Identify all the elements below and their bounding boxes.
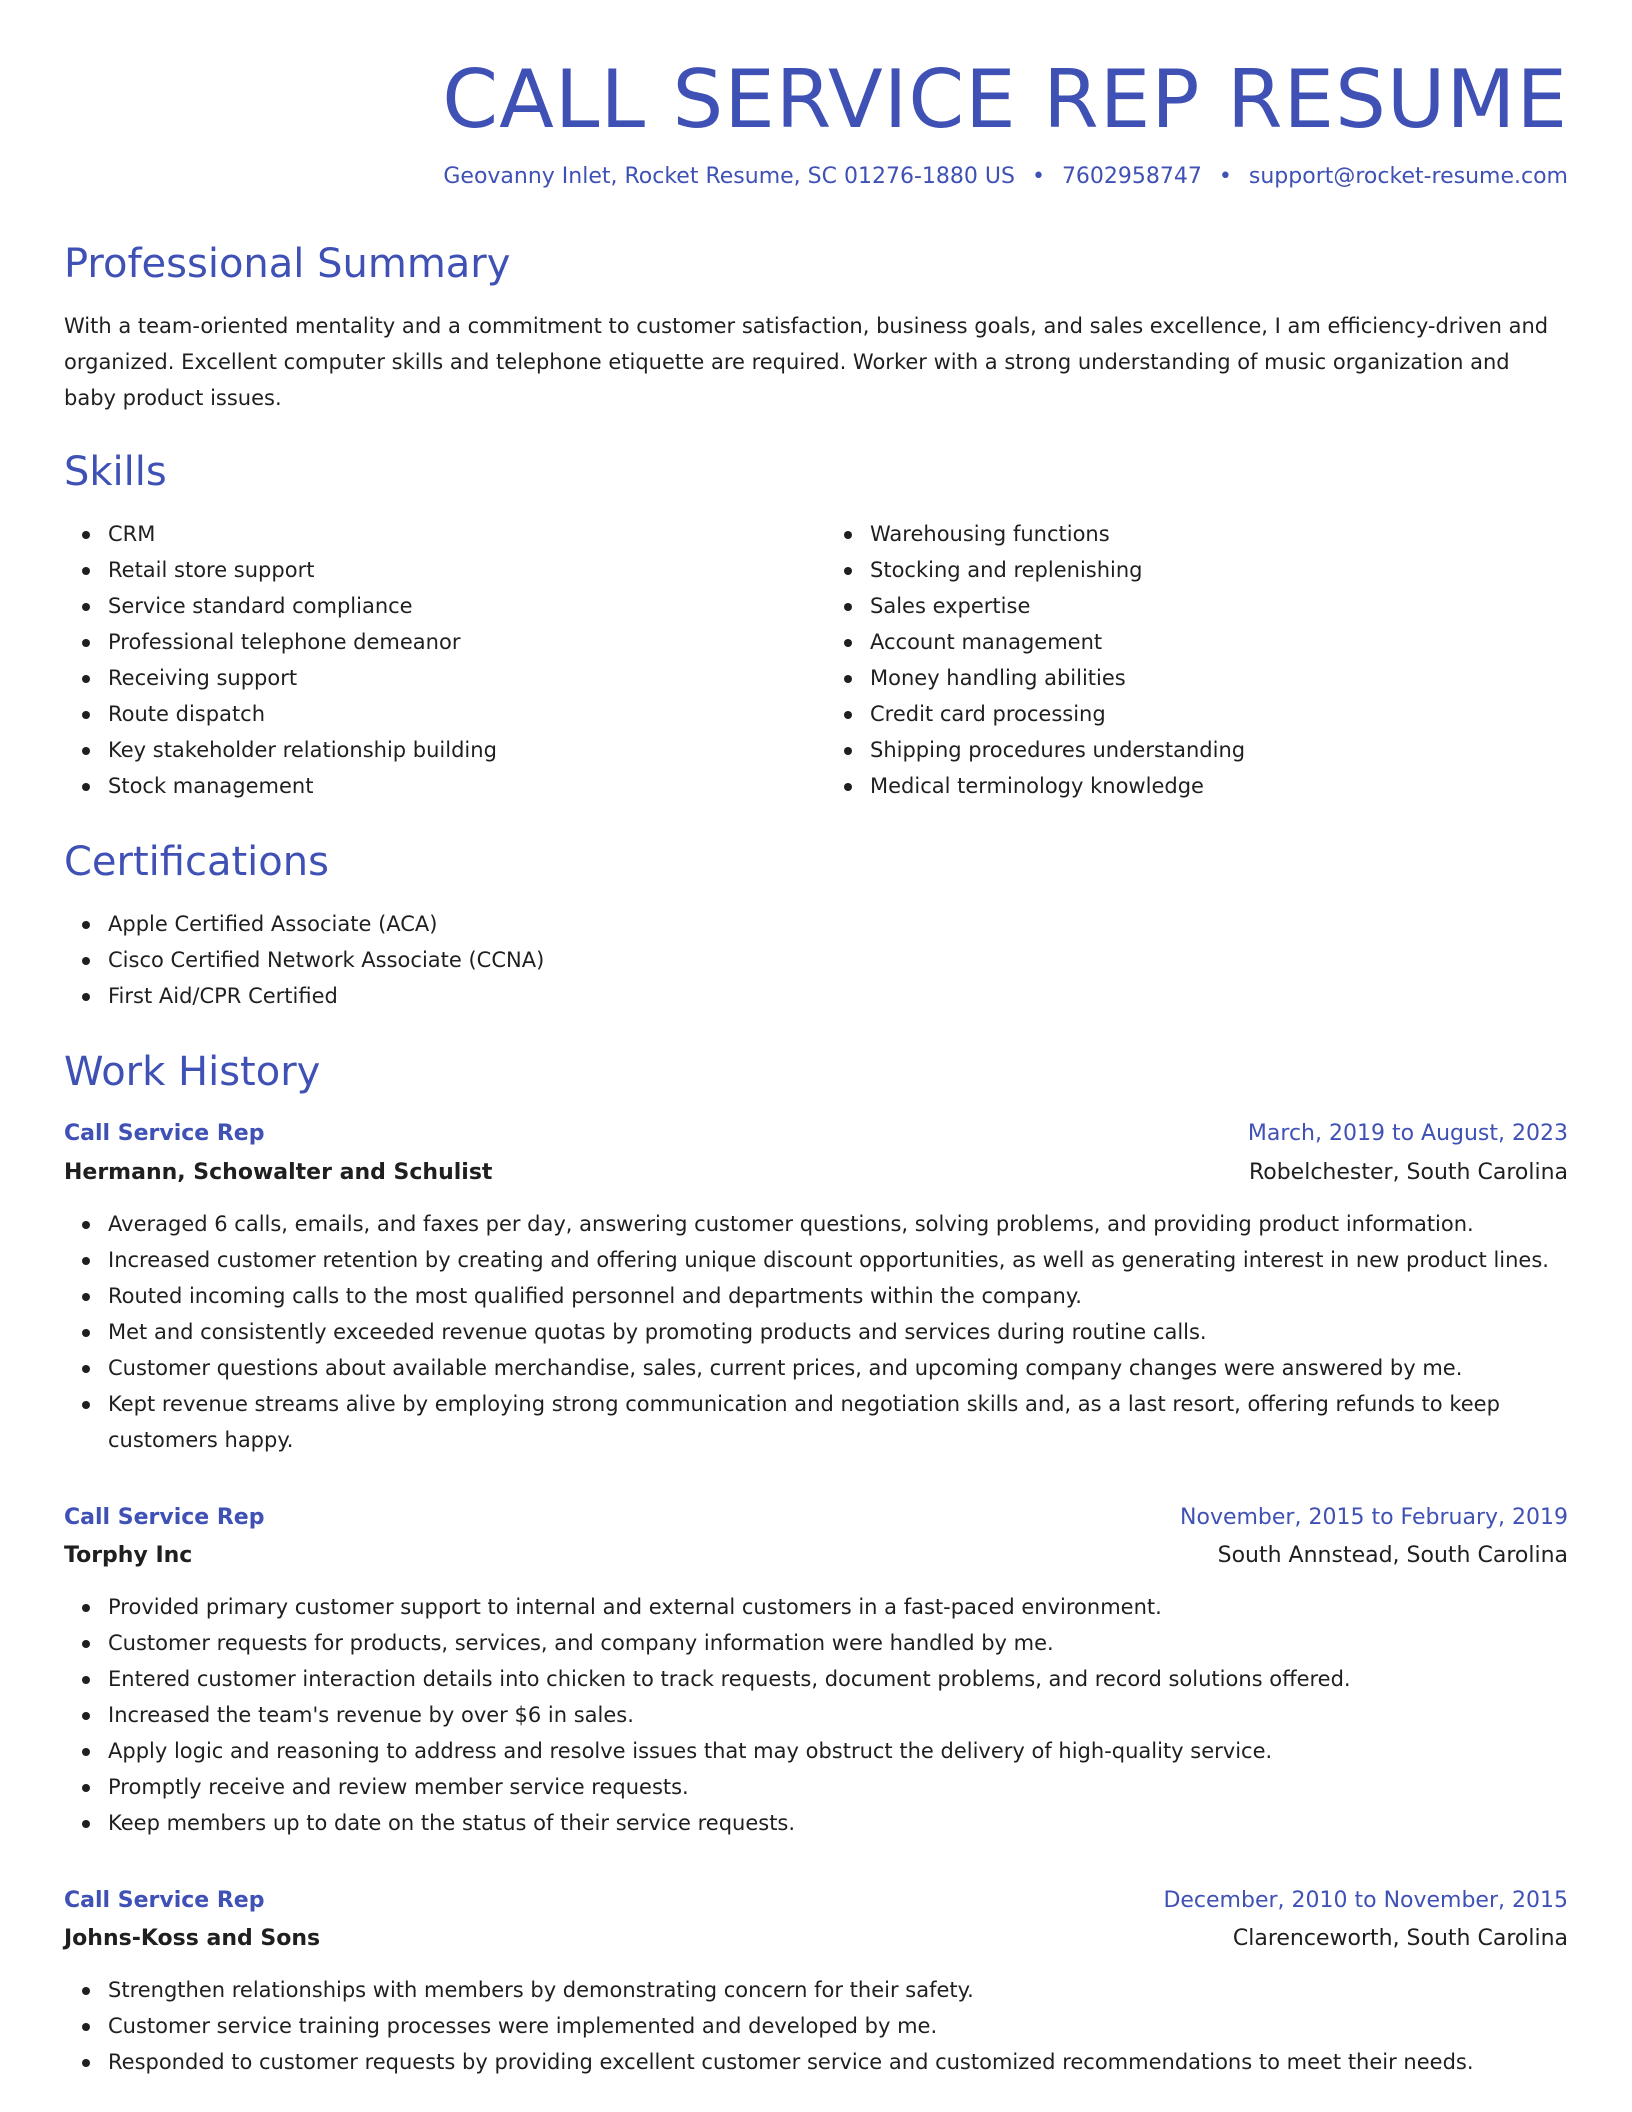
summary-text: With a team-oriented mentality and a commitment to customer satisfaction, business goals, and sales excellence, I am efficiency-driven and organized. Excellent computer skills and telephone etiquette are required. Worker with a strong understanding of music organization and baby product issues. — [64, 314, 1549, 411]
skill-item: Receiving support — [108, 660, 806, 696]
skill-item: Route dispatch — [108, 696, 806, 732]
certification-item: Apple Certified Associate (ACA) — [108, 906, 1568, 942]
job-title: Call Service Rep — [64, 1121, 265, 1147]
contact-phone: 7602958747 — [1061, 164, 1202, 189]
job-duty: Customer requests for products, services, and company information were handled by me. — [108, 1625, 1568, 1661]
job-duty: Customer questions about available merchandise, sales, current prices, and upcoming company changes were answered by me. — [108, 1350, 1568, 1386]
job-duty: Responded to customer requests by providing excellent customer service and customized recommendations to meet their needs. — [108, 2044, 1568, 2080]
certification-item: Cisco Certified Network Associate (CCNA) — [108, 942, 1568, 978]
job-duty: Met and consistently exceeded revenue quotas by promoting products and services during routine calls. — [108, 1314, 1568, 1350]
contact-separator: • — [1031, 164, 1045, 189]
job-title-row — [64, 1504, 1568, 1533]
skill-item: Key stakeholder relationship building — [108, 732, 806, 768]
resume-page — [64, 0, 1568, 2080]
job-company-row — [64, 1532, 1568, 1571]
job-duty: Apply logic and reasoning to address and resolve issues that may obstruct the delivery of high-quality service. — [108, 1733, 1568, 1769]
summary-heading: Professional Summary — [64, 241, 511, 288]
skill-item: Retail store support — [108, 552, 806, 588]
job-duties-list — [64, 1972, 1568, 2080]
job-company-row — [64, 1149, 1568, 1188]
job-title-row — [64, 1887, 1568, 1916]
job-location: Clarenceworth, South Carolina — [1232, 1926, 1568, 1952]
job-company-row — [64, 1915, 1568, 1954]
job-location: Robelchester, South Carolina — [1248, 1159, 1568, 1185]
job-duty: Customer service training processes were implemented and developed by me. — [108, 2008, 1568, 2044]
skills-grid — [64, 516, 1568, 804]
job-duty: Increased the team's revenue by over $6 in sales. — [108, 1697, 1568, 1733]
contact-email: support@rocket-resume.com — [1248, 164, 1568, 189]
skill-item: Sales expertise — [870, 588, 1568, 624]
contact-separator: • — [1218, 164, 1232, 189]
job-dates: March, 2019 to August, 2023 — [1247, 1121, 1568, 1147]
job-duty: Increased customer retention by creating and offering unique discount opportunities, as well as generating interest in new product lines. — [108, 1242, 1568, 1278]
certifications-heading: Certifications — [64, 839, 329, 886]
contact-address: Geovanny Inlet, Rocket Resume, SC 01276-1880 US — [443, 164, 1015, 189]
job-duty: Kept revenue streams alive by employing strong communication and negotiation skills and, as a last resort, offering refunds to keep customers happy. — [108, 1386, 1568, 1458]
skill-item: Account management — [870, 624, 1568, 660]
certification-item: First Aid/CPR Certified — [108, 978, 1568, 1014]
certifications-list — [64, 906, 1568, 1014]
job-duties-list — [64, 1589, 1568, 1841]
skill-item: Professional telephone demeanor — [108, 624, 806, 660]
job-dates: December, 2010 to November, 2015 — [1163, 1887, 1568, 1913]
job-dates: November, 2015 to February, 2019 — [1180, 1504, 1568, 1530]
job-duties-list — [64, 1206, 1568, 1458]
job-entry — [64, 1504, 1568, 1841]
skills-list-right — [826, 516, 1568, 804]
skill-item: Stocking and replenishing — [870, 552, 1568, 588]
job-duty: Provided primary customer support to internal and external customers in a fast-paced environment. — [108, 1589, 1568, 1625]
skills-heading: Skills — [64, 449, 167, 496]
job-company: Johns-Koss and Sons — [64, 1926, 321, 1952]
skill-item: Service standard compliance — [108, 588, 806, 624]
job-company: Hermann, Schowalter and Schulist — [64, 1159, 493, 1185]
job-title: Call Service Rep — [64, 1504, 265, 1530]
skill-item: Credit card processing — [870, 696, 1568, 732]
job-title: Call Service Rep — [64, 1887, 265, 1913]
job-duty: Strengthen relationships with members by demonstrating concern for their safety. — [108, 1972, 1568, 2008]
contact-line — [64, 164, 1568, 190]
skill-item: Warehousing functions — [870, 516, 1568, 552]
job-duty: Entered customer interaction details into chicken to track requests, document problems, and record solutions offered. — [108, 1661, 1568, 1697]
job-location: South Annstead, South Carolina — [1217, 1543, 1568, 1569]
skill-item: CRM — [108, 516, 806, 552]
job-title-row — [64, 1120, 1568, 1149]
resume-title: CALL SERVICE REP RESUME — [442, 53, 1568, 146]
skills-list-left — [64, 516, 806, 804]
job-duty: Routed incoming calls to the most qualified personnel and departments within the company. — [108, 1278, 1568, 1314]
job-duty: Keep members up to date on the status of their service requests. — [108, 1805, 1568, 1841]
job-company: Torphy Inc — [64, 1543, 193, 1569]
work-history-heading: Work History — [64, 1049, 321, 1096]
job-duty: Averaged 6 calls, emails, and faxes per day, answering customer questions, solving problems, and providing product information. — [108, 1206, 1568, 1242]
skill-item: Stock management — [108, 768, 806, 804]
skill-item: Money handling abilities — [870, 660, 1568, 696]
skill-item: Shipping procedures understanding — [870, 732, 1568, 768]
job-duty: Promptly receive and review member service requests. — [108, 1769, 1568, 1805]
job-entry — [64, 1887, 1568, 2080]
job-entry — [64, 1120, 1568, 1457]
skill-item: Medical terminology knowledge — [870, 768, 1568, 804]
